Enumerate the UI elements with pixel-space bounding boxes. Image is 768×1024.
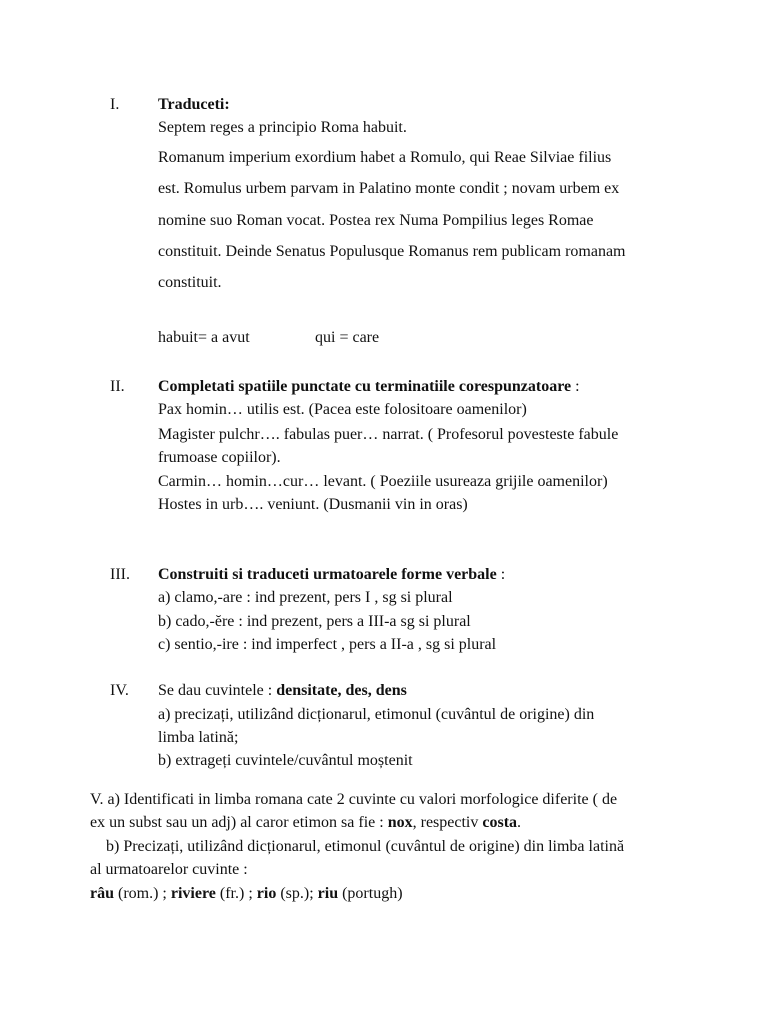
- section-5-line-1: V. a) Identificati in limba romana cate 2 cuvinte cu valori morfologice diferite ( de: [90, 791, 618, 808]
- section-2-number: II.: [110, 378, 125, 395]
- gloss-qui: qui = care: [315, 329, 380, 346]
- section-5-line-4: al urmatoarelor cuvinte :: [90, 861, 248, 878]
- section-5-line-3: b) Precizați, utilizând dicționarul, etimonul (cuvântul de origine) din limba latină: [90, 838, 625, 855]
- section-1-number: I.: [110, 96, 120, 113]
- section-1-line-6: constituit.: [158, 274, 222, 291]
- section-4-line-3: b) extrageți cuvintele/cuvântul moștenit: [158, 752, 413, 769]
- section-2-line-5: Hostes in urb…. veniunt. (Dusmanii vin in oras): [158, 496, 468, 513]
- section-1-title: Traduceti:: [158, 96, 230, 113]
- section-3-title: Construiti si traduceti urmatoarele forme verbale :: [158, 566, 506, 583]
- section-2-line-1: Pax homin… utilis est. (Pacea este folositoare oamenilor): [158, 401, 527, 418]
- section-1-line-1: Septem reges a principio Roma habuit.: [158, 119, 407, 136]
- section-1-line-2: Romanum imperium exordium habet a Romulo, qui Reae Silviae filius: [158, 149, 612, 166]
- section-1-line-3: est. Romulus urbem parvam in Palatino monte condit ; novam urbem ex: [158, 180, 620, 197]
- section-1-line-4: nomine suo Roman vocat. Postea rex Numa Pompilius leges Romae: [158, 212, 594, 229]
- section-2-title: Completati spatiile punctate cu terminatiile corespunzatoare :: [158, 378, 580, 395]
- section-4-number: IV.: [110, 682, 129, 699]
- section-4-line-2: limba latină;: [158, 729, 239, 746]
- gloss-habuit: habuit= a avut: [158, 329, 250, 346]
- section-2-line-4: Carmin… homin…cur… levant. ( Poeziile usureaza grijile oamenilor): [158, 473, 608, 490]
- section-5-words: râu (rom.) ; riviere (fr.) ; rio (sp.); riu (portugh): [90, 885, 403, 902]
- section-3-item-c: c) sentio,-ire : ind imperfect , pers a II-a , sg si plural: [158, 636, 497, 653]
- section-4-line-1: a) precizați, utilizând dicționarul, etimonul (cuvântul de origine) din: [158, 706, 595, 723]
- section-2-line-3: frumoase copiilor).: [158, 449, 281, 466]
- section-5-line-2: ex un subst sau un adj) al caror etimon sa fie : nox, respectiv costa.: [90, 814, 522, 831]
- section-2-line-2: Magister pulchr…. fabulas puer… narrat. ( Profesorul povesteste fabule: [158, 426, 619, 443]
- section-3-item-a: a) clamo,-are : ind prezent, pers I , sg si plural: [158, 589, 453, 606]
- section-3-item-b: b) cado,-ĕre : ind prezent, pers a III-a sg si plural: [158, 613, 471, 630]
- section-3-number: III.: [110, 566, 130, 583]
- section-1-line-5: constituit. Deinde Senatus Populusque Romanus rem publicam romanam: [158, 243, 626, 260]
- section-4-lead: Se dau cuvintele : densitate, des, dens: [158, 682, 407, 699]
